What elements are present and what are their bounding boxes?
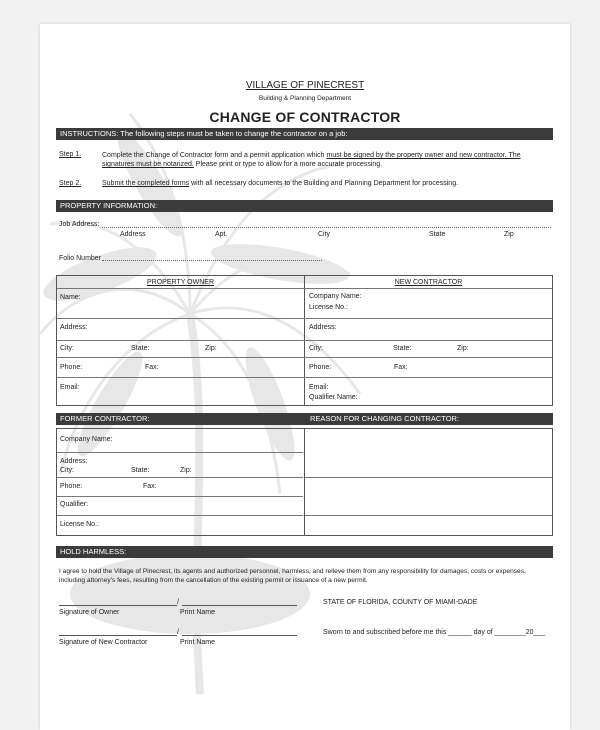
job-address-sub-apt: Apt. xyxy=(215,231,228,238)
contractor-print-name-field[interactable] xyxy=(182,635,297,636)
new-fax-label: Fax: xyxy=(394,364,408,371)
org-name: VILLAGE OF PINECREST xyxy=(245,80,365,91)
table-rule xyxy=(57,377,552,378)
owner-print-name-field[interactable] xyxy=(182,605,297,606)
owner-city-label: City: xyxy=(60,345,74,352)
print-name-label-2: Print Name xyxy=(180,639,216,646)
former-company-label: Company Name: xyxy=(60,436,113,443)
former-fax-label: Fax: xyxy=(143,483,157,490)
job-address-sub-city: City xyxy=(318,231,331,238)
table-rule xyxy=(57,318,552,319)
new-zip-label: Zip: xyxy=(457,345,469,352)
table-rule xyxy=(57,496,303,497)
hold-harmless-bar: HOLD HARMLESS: xyxy=(56,546,553,558)
table-rule xyxy=(305,515,552,516)
owner-fax-label: Fax: xyxy=(145,364,159,371)
former-address-label: Address: xyxy=(60,458,88,465)
former-license-label: License No.: xyxy=(60,521,99,528)
hold-harmless-text-1: I agree to hold the Village of Pinecrest, its agents and authorized personnel, harmless, and relieve them from any responsibility for damages, costs or expenses, xyxy=(59,568,526,575)
owner-zip-label: Zip: xyxy=(205,345,217,352)
table-rule xyxy=(57,477,303,478)
job-address-sub-zip: Zip xyxy=(504,231,514,238)
new-license-label: License No.: xyxy=(309,304,348,311)
signature-of-contractor-label: Signature of New Contractor xyxy=(59,639,148,646)
step2-label: Step 2. xyxy=(59,180,82,187)
hold-harmless-text-2: including attorney's fees, resulting from the cancellation of the existing permit or issuance of a new permit. xyxy=(59,577,368,584)
step1-text: Complete the Change of Contractor form and a permit application which must be signed by the property owner and new contractor. The signatures must be notarized. Please print or type to allow for a more accurate processing. xyxy=(102,152,521,168)
print-name-label-1: Print Name xyxy=(180,609,216,616)
table-divider xyxy=(304,429,305,535)
new-address-label: Address: xyxy=(309,324,337,331)
owner-email-label: Email: xyxy=(60,384,80,391)
former-zip-label: Zip: xyxy=(180,467,192,474)
form-title: CHANGE OF CONTRACTOR xyxy=(209,109,401,125)
new-city-label: City: xyxy=(309,345,323,352)
former-phone-label: Phone: xyxy=(60,483,83,490)
slash-1: / xyxy=(177,599,179,606)
job-address-sub-address: Address xyxy=(120,231,146,238)
owner-state-label: State: xyxy=(131,345,150,352)
instructions-bar: INSTRUCTIONS: The following steps must be taken to change the contractor on a job: xyxy=(56,128,553,140)
owner-contractor-table xyxy=(56,275,553,406)
property-info-bar: PROPERTY INFORMATION: xyxy=(56,200,553,212)
owner-address-label: Address: xyxy=(60,324,88,331)
table-rule xyxy=(57,288,552,289)
contractor-signature-field[interactable] xyxy=(59,635,177,636)
form-sheet xyxy=(40,24,570,730)
new-email-label: Email: xyxy=(309,384,329,391)
table-rule xyxy=(305,477,552,478)
table-rule xyxy=(57,452,303,453)
folio-number-field[interactable] xyxy=(102,260,322,261)
property-owner-header: PROPERTY OWNER xyxy=(146,279,215,286)
table-rule xyxy=(57,515,303,516)
job-address-field[interactable] xyxy=(102,227,551,228)
new-phone-label: Phone: xyxy=(309,364,332,371)
former-qualifier-label: Qualifier: xyxy=(60,501,89,508)
signature-of-owner-label: Signature of Owner xyxy=(59,609,120,616)
step1-label: Step 1. xyxy=(59,151,82,158)
job-address-label: Job Address: xyxy=(59,221,100,228)
owner-signature-field[interactable] xyxy=(59,605,177,606)
former-state-label: State: xyxy=(131,467,150,474)
sworn-text: Sworn to and subscribed before me this ______ day of ________20___ xyxy=(323,629,546,636)
job-address-sub-state: State xyxy=(429,231,446,238)
slash-2: / xyxy=(177,629,179,636)
new-company-name-label: Company Name: xyxy=(309,293,362,300)
state-county-text: STATE OF FLORIDA, COUNTY OF MIAMI-DADE xyxy=(323,599,478,606)
table-rule xyxy=(57,357,552,358)
owner-phone-label: Phone: xyxy=(60,364,83,371)
department-name: Building & Planning Department xyxy=(258,95,352,102)
reason-bar: REASON FOR CHANGING CONTRACTOR: xyxy=(304,413,553,425)
new-contractor-header: NEW CONTRACTOR xyxy=(394,279,463,286)
new-qualifier-label: Qualifier Name: xyxy=(309,394,358,401)
former-contractor-table xyxy=(56,428,553,536)
table-rule xyxy=(57,340,552,341)
owner-name-label: Name: xyxy=(60,294,81,301)
folio-number-label: Folio Number xyxy=(59,255,102,262)
former-city-label: City: xyxy=(60,467,74,474)
step2-text: Submit the completed forms with all necessary documents to the Building and Planning Department for processing. xyxy=(102,180,459,187)
former-contractor-bar: FORMER CONTRACTOR: xyxy=(56,413,304,425)
new-state-label: State: xyxy=(393,345,412,352)
